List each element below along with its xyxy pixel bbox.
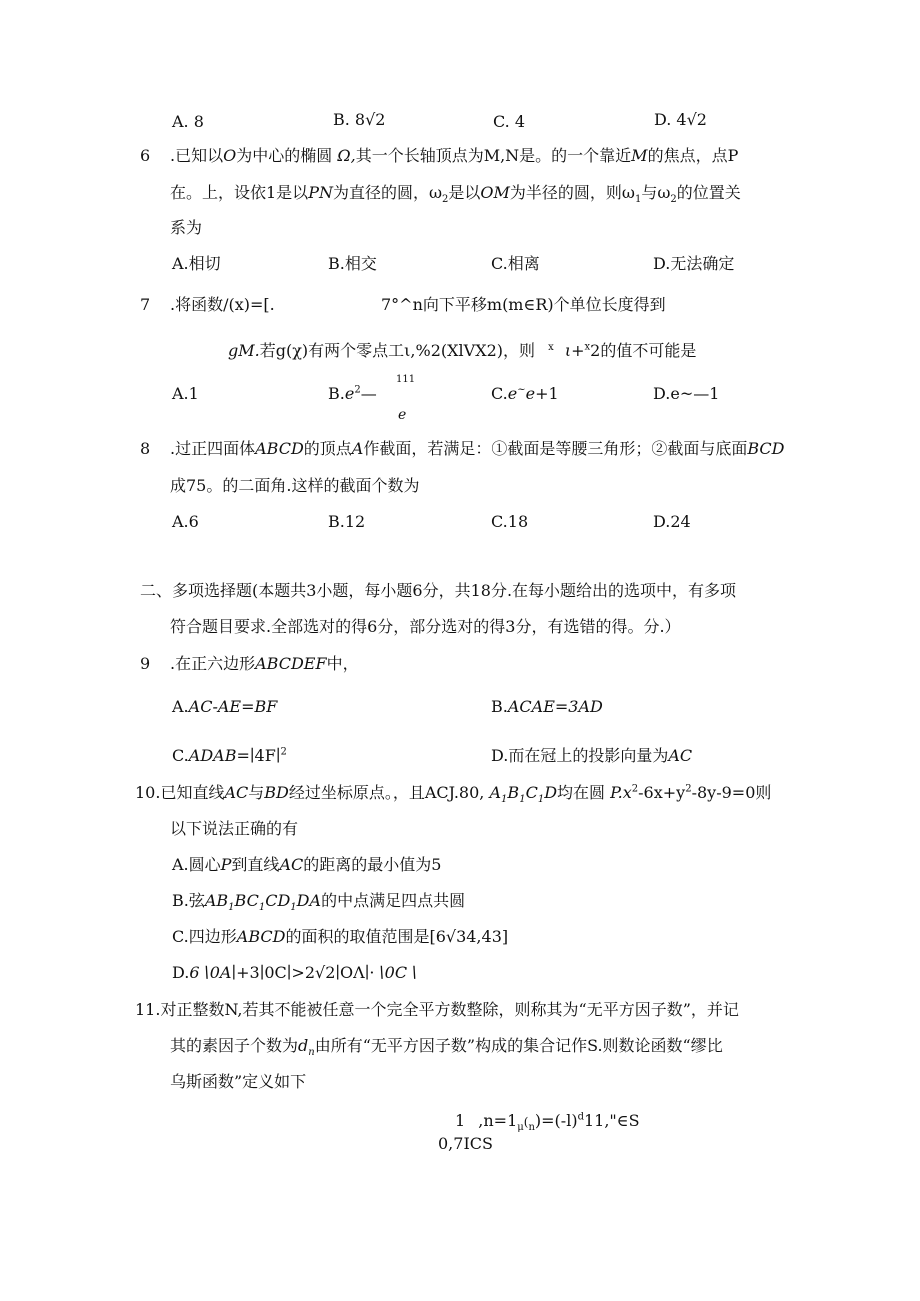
q11-line-3: 乌斯函数”定义如下 (170, 1072, 307, 1091)
q8-option-b: B.12 (328, 512, 366, 531)
section-2-heading: 二、多项选择题(本题共3小题，每小题6分，共18分.在每小题给出的选项中，有多项 (140, 581, 737, 600)
q5-option-d: D. 4√2 (654, 110, 707, 129)
q11-line-1: 11.对正整数N,若其不能被任意一个完全平方数整除，则称其为“无平方因子数”，并记 (135, 1000, 739, 1019)
q11-line-2: 其的素因子个数为$d_n$由所有“无平方因子数”构成的集合记作S.则数论函数“缪比 (170, 1036, 723, 1059)
q6-option-b: B.相交 (328, 254, 377, 273)
q7-option-b-denominator: e (398, 407, 407, 423)
q8-number: 8 (140, 439, 151, 458)
q10-line-2: 以下说法正确的有 (170, 819, 299, 838)
q6-number: 6 (140, 146, 151, 165)
q5-option-b: B. 8√2 (333, 110, 386, 129)
q6-option-c: C.相离 (491, 254, 540, 273)
q10-option-d: D.6∖0A∣+3∣0C∣>2√2∣OΛ∣·∖0C∖ (172, 963, 418, 982)
q6-line-1: .已知以O为中心的椭圆 Ω,其一个长轴顶点为M,N是。的一个靠近M的焦点，点P (170, 146, 739, 165)
q8-line-1: .过正四面体ABCD的顶点A作截面，若满足：①截面是等腰三角形；②截面与底面BCD (170, 439, 785, 458)
q9-line-1: .在正六边形ABCDEF中， (170, 654, 359, 673)
q7-line-1a: .将函数/(x)=[. (170, 295, 275, 314)
q9-option-d: D.而在冠上的投影向量为AC (491, 746, 693, 765)
q10-line-1: 10.已知直线AC与BD经过坐标原点。，且ACJ.80, $A_1B_1C_1D$均在圆 $P.x^2-6x+y^2-8y-9=0$则 (135, 783, 772, 806)
q7-option-b-numerator: 111 (396, 374, 416, 385)
q7-option-d: D.e~—1 (653, 384, 720, 403)
q7-option-b: $B.e^2—$ (328, 384, 377, 403)
q6-line-3: 系为 (170, 218, 203, 237)
section-2-heading-line-2: 符合题目要求.全部选对的得6分，部分选对的得3分，有选错的得。分.） (170, 617, 681, 636)
q7-option-a: A.1 (172, 384, 199, 403)
q5-option-a: A. 8 (172, 112, 204, 131)
q8-option-a: A.6 (172, 512, 199, 531)
q8-line-2: 成75。的二面角.这样的截面个数为 (170, 476, 420, 495)
q10-option-b: B.弦$AB_1BC_1CD_1DA$的中点满足四点共圆 (172, 891, 466, 914)
q7-line-1b: 7°^n向下平移m(m∈R)个单位长度得到 (381, 295, 666, 314)
q11-formula-line-1: 1 $,n=1_\mu(_n)=(-l)^d11,"\in S$ (455, 1111, 640, 1134)
q9-option-b: B.ACAE=3AD (491, 697, 603, 716)
q6-option-a: A.相切 (172, 254, 221, 273)
q11-formula-line-2: 0,7ICS (438, 1134, 493, 1153)
q10-option-c: C.四边形ABCD的面积的取值范围是[6√34,43] (172, 927, 509, 946)
q5-option-c: C. 4 (493, 112, 526, 131)
q7-line-2: gM.若g(χ)有两个零点工ι,%2(XlVX2)，则 $^x$ ι+$^x$2的值不可能是 (228, 341, 697, 360)
q8-option-c: C.18 (491, 512, 529, 531)
q8-option-d: D.24 (653, 512, 691, 531)
q10-option-a: A.圆心P到直线AC的距离的最小值为5 (172, 855, 442, 874)
q9-option-c: C.ADAB=∣4F∣$^2$ (172, 746, 287, 765)
q7-number: 7 (140, 295, 151, 314)
q9-number: 9 (140, 654, 151, 673)
q6-option-d: D.无法确定 (653, 254, 735, 273)
q7-option-c: C.e~e+1 (491, 384, 559, 403)
q6-line-2: 在。上，设依1是以PN为直径的圆，$\omega_2$是以OM为半径的圆，则$\omega_1$与$\omega_2$的位置关 (170, 183, 741, 206)
q9-option-a: A.AC-AE=BF (172, 697, 278, 716)
